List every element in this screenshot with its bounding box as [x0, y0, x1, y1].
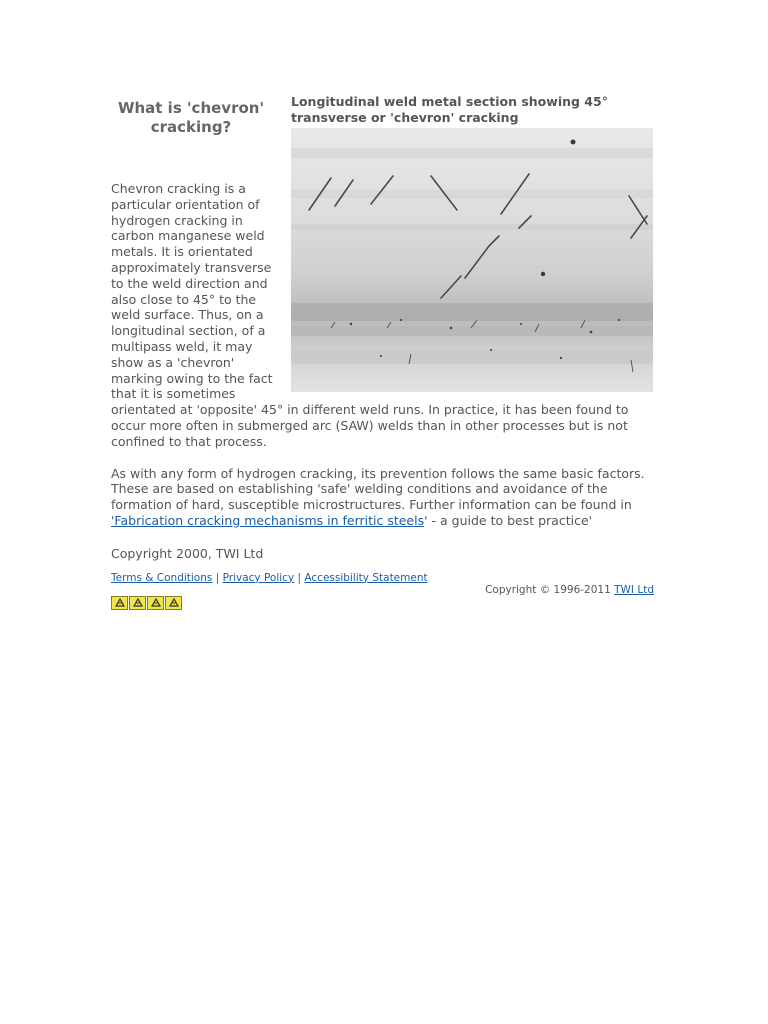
accessibility-icon[interactable] [147, 596, 164, 610]
paragraph-prevention [111, 466, 656, 529]
accessibility-icon[interactable] [111, 596, 128, 610]
paragraph-prevention-text: As with any form of hydrogen cracking, its prevention follows the same basic factors. These are based on establishing 'safe' welding conditions and avoidance of the formation of hard, susceptible microstructures. Further information can be found in [111, 465, 645, 513]
accessibility-statement-link[interactable]: Accessibility Statement [304, 571, 428, 584]
paragraph-prevention-tail: ' - a guide to best practice' [424, 512, 593, 528]
accessibility-icon[interactable] [165, 596, 182, 610]
privacy-policy-link[interactable]: Privacy Policy [222, 571, 295, 584]
paragraph-intro: Chevron cracking is a particular orientation of hydrogen cracking in carbon manganese weld metals. It is orientated approximately transverse to the weld direction and also close to 45° to the weld surface. Thus, on a longitudinal section, of a multipass weld, it may show as a 'chevron' marking owing to the fact that it is sometimes orientated at 'opposite' 45° in different weld runs. In practice, it has been found to occur more often in submerged arc (SAW) welds than in other processes but is not confined to that process. [111, 181, 629, 449]
page-title: What is 'chevron' cracking? [117, 99, 265, 136]
footer-copyright [111, 583, 656, 597]
figure [291, 93, 656, 392]
terms-conditions-link[interactable]: Terms & Conditions [111, 571, 213, 584]
separator: | [297, 571, 302, 584]
article-copyright: Copyright 2000, TWI Ltd [111, 545, 264, 561]
twi-ltd-link[interactable]: TWI Ltd [614, 583, 654, 596]
fabrication-cracking-link[interactable]: 'Fabrication cracking mechanisms in ferritic steels [111, 512, 425, 528]
accessibility-icon[interactable] [129, 596, 146, 610]
separator: | [215, 571, 220, 584]
footer-copyright-text: Copyright © 1996-2011 [485, 583, 615, 596]
accessibility-icons [111, 596, 656, 610]
figure-caption: Longitudinal weld metal section showing 45° transverse or 'chevron' cracking [291, 94, 608, 125]
weld-section-photo [291, 128, 653, 392]
article [111, 93, 656, 610]
